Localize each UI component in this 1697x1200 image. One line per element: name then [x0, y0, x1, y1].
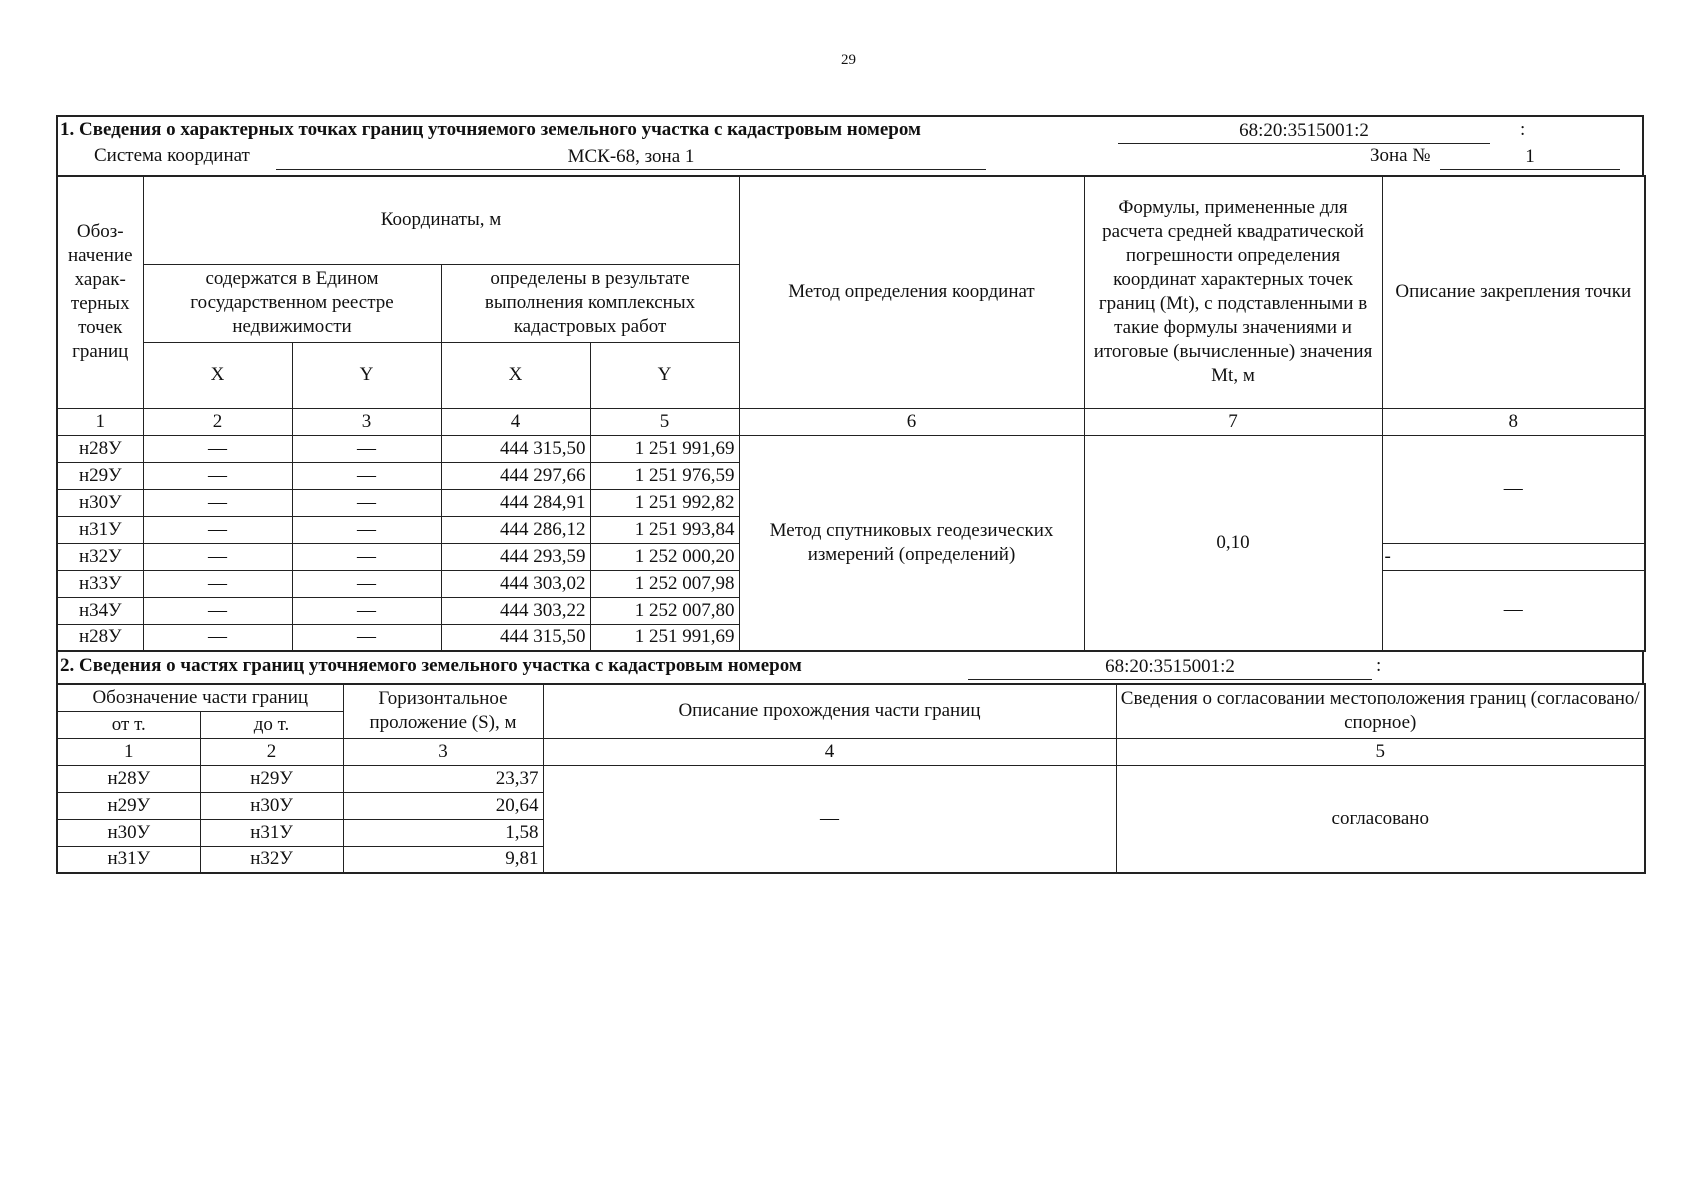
section1-header — [56, 115, 1644, 175]
zone-value: 1 — [1440, 145, 1620, 170]
point-name: н32У — [57, 543, 143, 570]
header-horizontal: Горизонтальное проложение (S), м — [343, 684, 543, 738]
point-name: н28У — [57, 624, 143, 651]
horizontal-distance: 1,58 — [343, 819, 543, 846]
description-value: — — [543, 765, 1116, 873]
registry-y: — — [292, 462, 441, 489]
coord-system-value: МСК-68, зона 1 — [276, 145, 986, 170]
determined-y: 1 251 991,69 — [590, 435, 739, 462]
section1-points-table — [56, 175, 1646, 652]
registry-x: — — [143, 516, 292, 543]
from-point: н30У — [57, 819, 200, 846]
header-in-registry: содержатся в Едином государственном реестре недвижимости — [143, 264, 441, 342]
determined-y: 1 251 991,69 — [590, 624, 739, 651]
col-number: 7 — [1084, 408, 1382, 435]
registry-y: — — [292, 624, 441, 651]
registry-x: — — [143, 435, 292, 462]
col-number: 3 — [343, 738, 543, 765]
header-method: Метод определения координат — [739, 176, 1084, 408]
header-formulas: Формулы, примененные для расчета средней квадратической погрешности определения координат характерных точек границ (Mt), с подставленными в такие формулы значениями и итоговые (вычисленные) значения Mt, м — [1084, 176, 1382, 408]
from-point: н29У — [57, 792, 200, 819]
col-number: 3 — [292, 408, 441, 435]
header-y-registry: Y — [292, 342, 441, 408]
determined-x: 444 293,59 — [441, 543, 590, 570]
registry-y: — — [292, 570, 441, 597]
determined-x: 444 303,02 — [441, 570, 590, 597]
header-y-determined: Y — [590, 342, 739, 408]
horizontal-distance: 23,37 — [343, 765, 543, 792]
from-point: н31У — [57, 846, 200, 873]
registry-y: — — [292, 597, 441, 624]
registry-y: — — [292, 489, 441, 516]
header-x-registry: X — [143, 342, 292, 408]
col-number: 4 — [441, 408, 590, 435]
method-value: Метод спутниковых геодезических измерений (определений) — [739, 435, 1084, 651]
determined-x: 444 284,91 — [441, 489, 590, 516]
point-name: н29У — [57, 462, 143, 489]
mt-value: 0,10 — [1084, 435, 1382, 651]
determined-x: 444 303,22 — [441, 597, 590, 624]
registry-x: — — [143, 543, 292, 570]
header-to: до т. — [200, 711, 343, 738]
header-description: Описание прохождения части границ — [543, 684, 1116, 738]
point-name: н28У — [57, 435, 143, 462]
registry-x: — — [143, 624, 292, 651]
registry-x: — — [143, 570, 292, 597]
point-name: н30У — [57, 489, 143, 516]
header-agreement: Сведения о согласовании местоположения границ (согласовано/спорное) — [1116, 684, 1645, 738]
section2-title: 2. Сведения о частях границ уточняемого земельного участка с кадастровым номером — [60, 655, 802, 676]
determined-y: 1 251 993,84 — [590, 516, 739, 543]
col-number: 5 — [1116, 738, 1645, 765]
col-number: 2 — [143, 408, 292, 435]
col-number: 6 — [739, 408, 1084, 435]
header-designation: Обоз-начение харак-терных точек границ — [57, 176, 143, 408]
to-point: н31У — [200, 819, 343, 846]
col-number: 5 — [590, 408, 739, 435]
header-coordinates: Координаты, м — [143, 176, 739, 264]
from-point: н28У — [57, 765, 200, 792]
section1-colon: : — [1520, 119, 1526, 140]
horizontal-distance: 9,81 — [343, 846, 543, 873]
point-name: н33У — [57, 570, 143, 597]
col-number: 1 — [57, 738, 200, 765]
table-row — [57, 435, 1645, 462]
page-number: 29 — [841, 52, 856, 68]
section1-title: 1. Сведения о характерных точках границ уточняемого земельного участка с кадастровым номером — [60, 119, 921, 140]
header-determined: определены в результате выполнения комплексных кадастровых работ — [441, 264, 739, 342]
registry-y: — — [292, 516, 441, 543]
fixing-group-2: - — [1382, 543, 1645, 570]
col-number: 2 — [200, 738, 343, 765]
section2-cadastral-number: 68:20:3515001:2 — [968, 655, 1372, 680]
determined-y: 1 252 007,98 — [590, 570, 739, 597]
col-number: 4 — [543, 738, 1116, 765]
table-row — [57, 765, 1645, 792]
section2-parts-table — [56, 683, 1646, 874]
determined-y: 1 252 000,20 — [590, 543, 739, 570]
section2-colon: : — [1376, 655, 1382, 676]
header-fixing: Описание закрепления точки — [1382, 176, 1645, 408]
header-from: от т. — [57, 711, 200, 738]
fixing-group-3: — — [1382, 570, 1645, 651]
agreement-value: согласовано — [1116, 765, 1645, 873]
registry-x: — — [143, 462, 292, 489]
section1-cadastral-number: 68:20:3515001:2 — [1118, 119, 1490, 144]
determined-x: 444 286,12 — [441, 516, 590, 543]
registry-y: — — [292, 435, 441, 462]
determined-x: 444 315,50 — [441, 624, 590, 651]
point-name: н31У — [57, 516, 143, 543]
registry-y: — — [292, 543, 441, 570]
to-point: н30У — [200, 792, 343, 819]
coord-system-label: Система координат — [94, 145, 250, 166]
horizontal-distance: 20,64 — [343, 792, 543, 819]
header-part-designation: Обозначение части границ — [57, 684, 343, 711]
header-x-determined: X — [441, 342, 590, 408]
to-point: н29У — [200, 765, 343, 792]
zone-label: Зона № — [1370, 145, 1431, 166]
fixing-group-1: — — [1382, 435, 1645, 543]
determined-y: 1 252 007,80 — [590, 597, 739, 624]
to-point: н32У — [200, 846, 343, 873]
col-number: 8 — [1382, 408, 1645, 435]
determined-x: 444 315,50 — [441, 435, 590, 462]
determined-x: 444 297,66 — [441, 462, 590, 489]
registry-x: — — [143, 489, 292, 516]
determined-y: 1 251 992,82 — [590, 489, 739, 516]
section2-header — [56, 650, 1644, 683]
col-number: 1 — [57, 408, 143, 435]
point-name: н34У — [57, 597, 143, 624]
determined-y: 1 251 976,59 — [590, 462, 739, 489]
registry-x: — — [143, 597, 292, 624]
